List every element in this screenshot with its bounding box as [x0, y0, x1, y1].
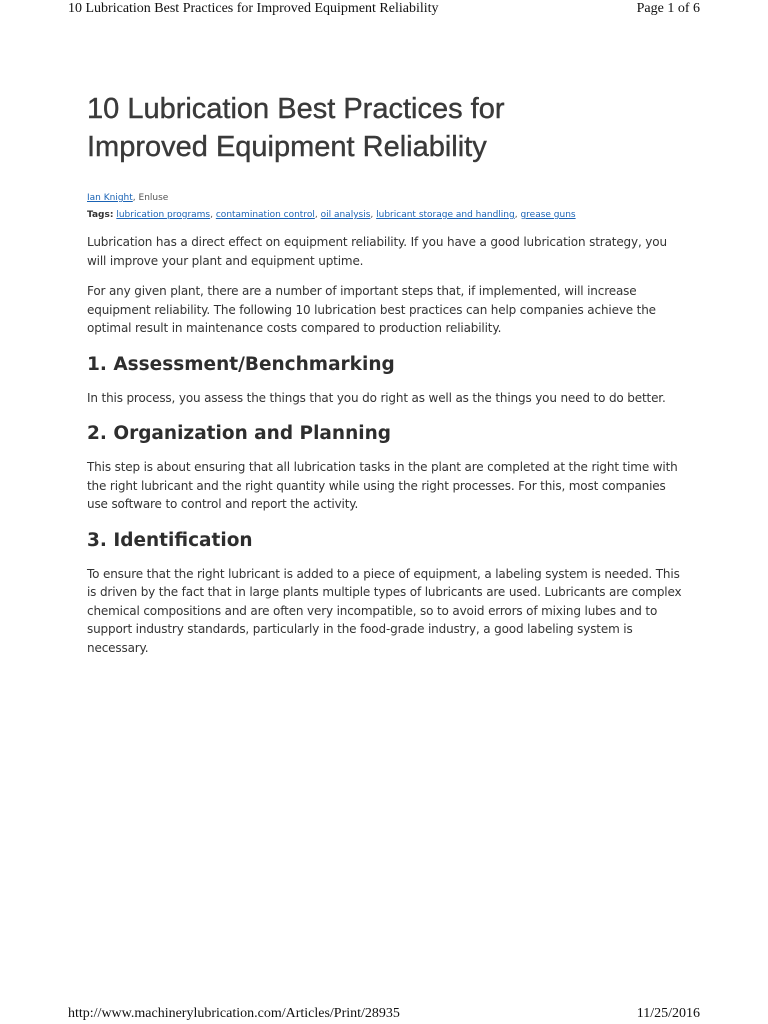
- section-heading: 3. Identification: [87, 529, 253, 551]
- article-title: [87, 90, 687, 166]
- tag-link[interactable]: grease guns: [520, 210, 576, 220]
- footer-date: 11/25/2016: [636, 1006, 700, 1021]
- section-heading: 2. Organization and Planning: [87, 423, 392, 444]
- tag-link[interactable]: contamination control: [215, 210, 315, 220]
- author-org: , Enluse: [132, 193, 169, 203]
- tag-link[interactable]: lubrication programs: [116, 210, 211, 220]
- tag-link[interactable]: oil analysis: [320, 210, 371, 220]
- print-footer: [68, 1006, 700, 1022]
- intro-paragraph: Lubrication has a direct effect on equipment reliability. If you have a good lubrication strategy, you will improve your plant and equipment uptime.: [87, 235, 667, 268]
- section-paragraph: This step is about ensuring that all lubrication tasks in the plant are completed at the right time with the right lubricant and the right quantity while using the right processes. For this, most companies use software to control and report the activity.: [87, 460, 678, 511]
- tags-line: Tags: lubrication programs, contamination control, oil analysis, lubricant storage and handling, grease guns: [87, 210, 576, 220]
- tags-label: Tags:: [87, 210, 114, 220]
- print-header-title: 10 Lubrication Best Practices for Improved Equipment Reliability: [68, 1, 439, 16]
- tag-link[interactable]: lubricant storage and handling: [376, 210, 515, 220]
- section-paragraph: To ensure that the right lubricant is added to a piece of equipment, a labeling system is needed. This is driven by the fact that in large plants multiple types of lubricants are used. Lubricants are complex chemical compositions and are often very incompatible, so to avoid errors of mixing lubes and to support industry standards, particularly in the food-grade industry, a good labeling system is necessary.: [87, 566, 682, 655]
- article-title-line-2: Improved Equipment Reliability: [87, 131, 487, 163]
- page-indicator: Page 1 of 6: [636, 1, 700, 16]
- article-title-line-1: 10 Lubrication Best Practices for: [87, 93, 505, 125]
- footer-url: http://www.machinerylubrication.com/Articles/Print/28935: [68, 1006, 400, 1021]
- article: [87, 90, 687, 669]
- intro-paragraph: For any given plant, there are a number of important steps that, if implemented, will increase equipment reliability. The following 10 lubrication best practices can help companies achieve the optimal result in maintenance costs compared to production reliability.: [87, 284, 656, 335]
- print-header: [68, 1, 700, 17]
- section-heading: 1. Assessment/Benchmarking: [87, 353, 395, 375]
- author-link[interactable]: Ian Knight: [87, 193, 133, 203]
- section-paragraph: In this process, you assess the things that you do right as well as the things you need to do better.: [87, 390, 666, 405]
- byline: [87, 190, 687, 207]
